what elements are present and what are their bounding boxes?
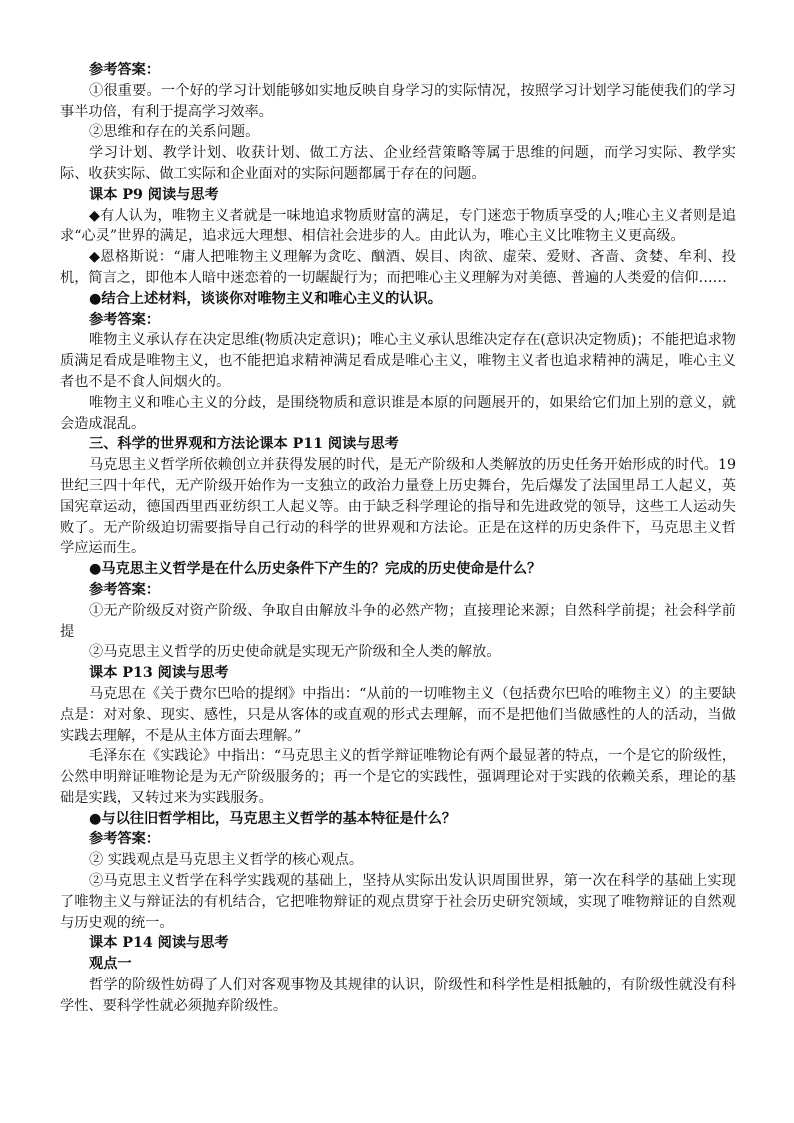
paragraph: ②马克思主义哲学的历史使命就是实现无产阶级和全人类的解放。 xyxy=(89,644,501,661)
answer-heading: 参考答案： xyxy=(89,311,160,328)
paragraph: 学习计划、教学计划、收获计划、做工方法、企业经营策略等属于思维的问题，而学习实际、教学实际、收获实际、做工实际和企业面对的实际问题都属于存在的问题。 xyxy=(60,145,736,182)
paragraph: 唯物主义承认存在决定思维(物质决定意识)；唯心主义承认思维决定存在(意识决定物质)；不能把追求物质满足看成是唯物主义，也不能把追求精神满足看成是唯心主义，唯物主义者也追求精神的满足，唯心主义者也不是不食人间烟火的。 xyxy=(60,332,736,390)
paragraph: ◆有人认为，唯物主义者就是一味地追求物质财富的满足，专门迷恋于物质享受的人;唯心主义者则是追求“心灵”世界的满足，追求远大理想、相信社会进步的人。由此认为，唯心主义比唯物主义更高级。 xyxy=(60,207,736,245)
question: ●与以往旧哲学相比，马克思主义哲学的基本特征是什么？ xyxy=(89,810,457,827)
question: ●结合上述材料，谈谈你对唯物主义和唯心主义的认识。 xyxy=(89,290,442,307)
paragraph: ①无产阶级反对资产阶级、争取自由解放斗争的必然产物；直接理论来源；自然科学前提；社会科学前提 xyxy=(60,602,736,640)
answer-heading: 参考答案： xyxy=(89,581,160,598)
paragraph: ◆恩格斯说：“庸人把唯物主义理解为贪吃、酗酒、娱目、肉欲、虚荣、爱财、吝啬、贪婪、牟利、投机，简言之，即他本人暗中迷恋着的一切龌龊行为；而把唯心主义理解为对美德、普遍的人类爱的信仰…… xyxy=(60,249,736,286)
paragraph: ②马克思主义哲学在科学实践观的基础上，坚持从实际出发认识周围世界，第一次在科学的基础上实现了唯物主义与辩证法的有机结合，它把唯物辩证的观点贯穿于社会历史研究领域，实现了唯物辩证的自然观与历史观的统一。 xyxy=(60,873,736,931)
quote-paragraph: 毛泽东在《实践论》中指出：“马克思主义的哲学辩证唯物论有两个最显著的特点，一个是它的阶级性，公然申明辩证唯物论是为无产阶级服务的；再一个是它的实践性，强调理论对于实践的依赖关系，理论的基础是实践，又转过来为实践服务。 xyxy=(60,748,736,806)
question: ●马克思主义哲学是在什么历史条件下产生的？完成的历史使命是什么？ xyxy=(89,561,542,578)
answer-heading: 参考答案： xyxy=(89,62,160,78)
section-heading: 课本 P9 阅读与思考 xyxy=(89,186,219,203)
section-heading: 三、科学的世界观和方法论课本 P11 阅读与思考 xyxy=(89,436,399,453)
section-heading: 课本 P14 阅读与思考 xyxy=(89,935,229,952)
section-heading: 课本 P13 阅读与思考 xyxy=(89,665,229,682)
paragraph: 哲学的阶级性妨碍了人们对客观事物及其规律的认识，阶级性和科学性是相抵触的，有阶级性就没有科学性、要科学性就必须抛弃阶级性。 xyxy=(60,977,736,1014)
answer-heading: 参考答案： xyxy=(89,831,160,848)
paragraph: ①很重要。一个好的学习计划能够如实地反映自身学习的实际情况，按照学习计划学习能使我们的学习事半功倍，有利于提高学习效率。 xyxy=(60,82,736,120)
subheading: 观点一 xyxy=(89,956,132,973)
quote-paragraph: 马克思在《关于费尔巴哈的提纲》中指出：“从前的一切唯物主义（包括费尔巴哈的唯物主义）的主要缺点是：对对象、现实、感性，只是从客体的或直观的形式去理解，而不是把他们当做感性的人的活动，当做实践去理解，不是从主体方面去理解。” xyxy=(60,685,736,744)
paragraph: 唯物主义和唯心主义的分歧，是围绕物质和意识谁是本原的问题展开的，如果给它们加上别的意义，就会造成混乱。 xyxy=(60,394,736,432)
paragraph: 马克思主义哲学所依赖创立并获得发展的时代，是无产阶级和人类解放的历史任务开始形成的时代。19 世纪三四十年代，无产阶级开始作为一支独立的政治力量登上历史舞台，先后爆发了法国里昂工人起义，英国宪章运动，德国西里西亚纺织工人起义等。由于缺乏科学理论的指导和先进政党的领导，这些工人运动失败了。无产阶级迫切需要指导自己行动的科学的世界观和方法论。正是在这样的历史条件下，马克思主义哲学应运而生。 xyxy=(60,457,736,557)
paragraph: ②思维和存在的关系问题。 xyxy=(89,124,260,141)
document-page xyxy=(60,60,736,1017)
paragraph: ② 实践观点是马克思主义哲学的核心观点。 xyxy=(89,852,364,869)
